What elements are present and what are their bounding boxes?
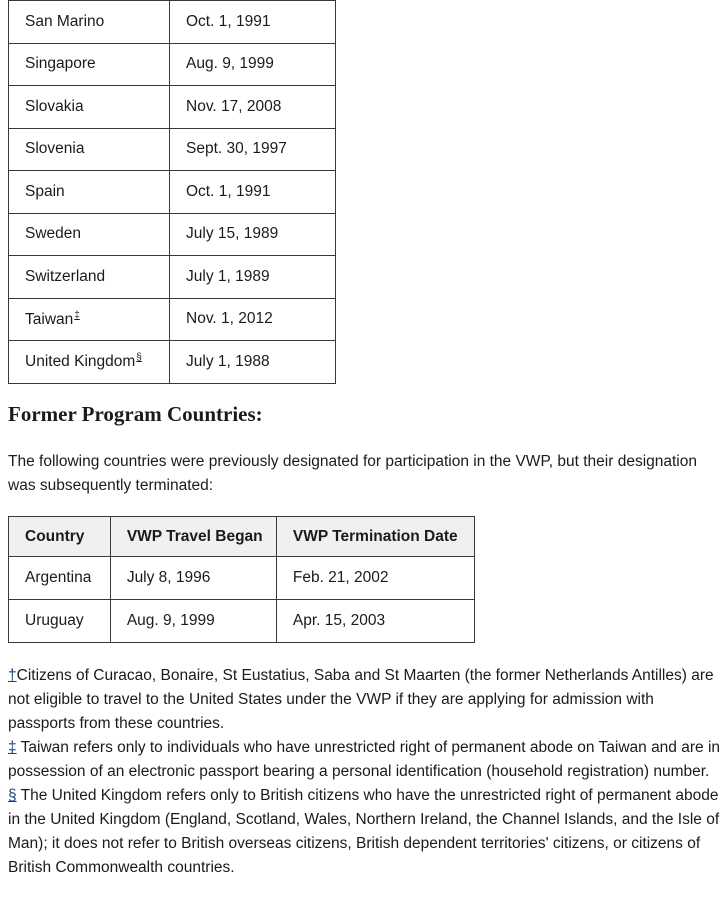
date-cell: July 15, 1989 (170, 213, 336, 256)
former-countries-heading: Former Program Countries: (8, 402, 263, 426)
footnote (8, 784, 720, 880)
table-row (9, 1, 336, 44)
country-cell: Slovakia (9, 86, 170, 129)
table-row (9, 171, 336, 214)
footnote-text: Taiwan refers only to individuals who have unrestricted right of permanent abode on Taiwan and are in possession of an electronic passport bearing a personal identification (household registration) number. (8, 739, 721, 780)
footnote-mark-link[interactable]: † (8, 667, 17, 684)
footnote-mark-link[interactable]: ‡ (8, 739, 17, 756)
table-row (9, 43, 336, 86)
date-cell: Nov. 17, 2008 (170, 86, 336, 129)
table-row (9, 341, 336, 384)
travel-began-cell: Aug. 9, 1999 (110, 600, 276, 643)
country-cell: San Marino (9, 1, 170, 44)
table-header-row (9, 517, 475, 557)
table-row (9, 600, 475, 643)
footnote-ref-link[interactable]: ‡ (74, 309, 80, 321)
table-row (9, 298, 336, 341)
country-cell: Slovenia (9, 128, 170, 171)
page-content (8, 0, 721, 876)
footnotes (8, 664, 720, 880)
footnote-text: Citizens of Curacao, Bonaire, St Eustatius, Saba and St Maarten (the former Netherlands Antilles) are not eligible to travel to the United States under the VWP if they are applying for admission with passports from these countries. (8, 667, 714, 732)
table-row (9, 86, 336, 129)
footnote-ref-link[interactable]: § (136, 352, 142, 364)
country-cell: Sweden (9, 213, 170, 256)
date-cell: Sept. 30, 1997 (170, 128, 336, 171)
date-cell: Oct. 1, 1991 (170, 171, 336, 214)
country-cell: Argentina (9, 557, 111, 600)
footnote (8, 664, 720, 736)
date-cell: Aug. 9, 1999 (170, 43, 336, 86)
country-cell: Spain (9, 171, 170, 214)
table-row (9, 128, 336, 171)
column-header: VWP Travel Began (110, 517, 276, 557)
termination-date-cell: Apr. 15, 2003 (276, 600, 474, 643)
country-cell: Uruguay (9, 600, 111, 643)
footnote-mark-link[interactable]: § (8, 787, 17, 804)
footnote (8, 736, 720, 784)
country-cell: United Kingdom§ (9, 341, 170, 384)
country-cell: Switzerland (9, 256, 170, 299)
former-countries-table (8, 516, 475, 643)
country-cell: Taiwan‡ (9, 298, 170, 341)
travel-began-cell: July 8, 1996 (110, 557, 276, 600)
date-cell: Oct. 1, 1991 (170, 1, 336, 44)
date-cell: Nov. 1, 2012 (170, 298, 336, 341)
vwp-countries-table (8, 0, 336, 384)
date-cell: July 1, 1989 (170, 256, 336, 299)
table-row (9, 213, 336, 256)
table-row (9, 256, 336, 299)
column-header: VWP Termination Date (276, 517, 474, 557)
date-cell: July 1, 1988 (170, 341, 336, 384)
table-row (9, 557, 475, 600)
footnote-text: The United Kingdom refers only to British citizens who have the unrestricted right of permanent abode in the United Kingdom (England, Scotland, Wales, Northern Ireland, the Channel Islands, and the Isle of Man); it does not refer to British overseas citizens, British dependent territories' citizens, or citizens of British Commonwealth countries. (8, 787, 720, 876)
termination-date-cell: Feb. 21, 2002 (276, 557, 474, 600)
country-cell: Singapore (9, 43, 170, 86)
column-header: Country (9, 517, 111, 557)
former-countries-intro: The following countries were previously designated for participation in the VWP, but their designation was subsequently terminated: (8, 453, 697, 494)
